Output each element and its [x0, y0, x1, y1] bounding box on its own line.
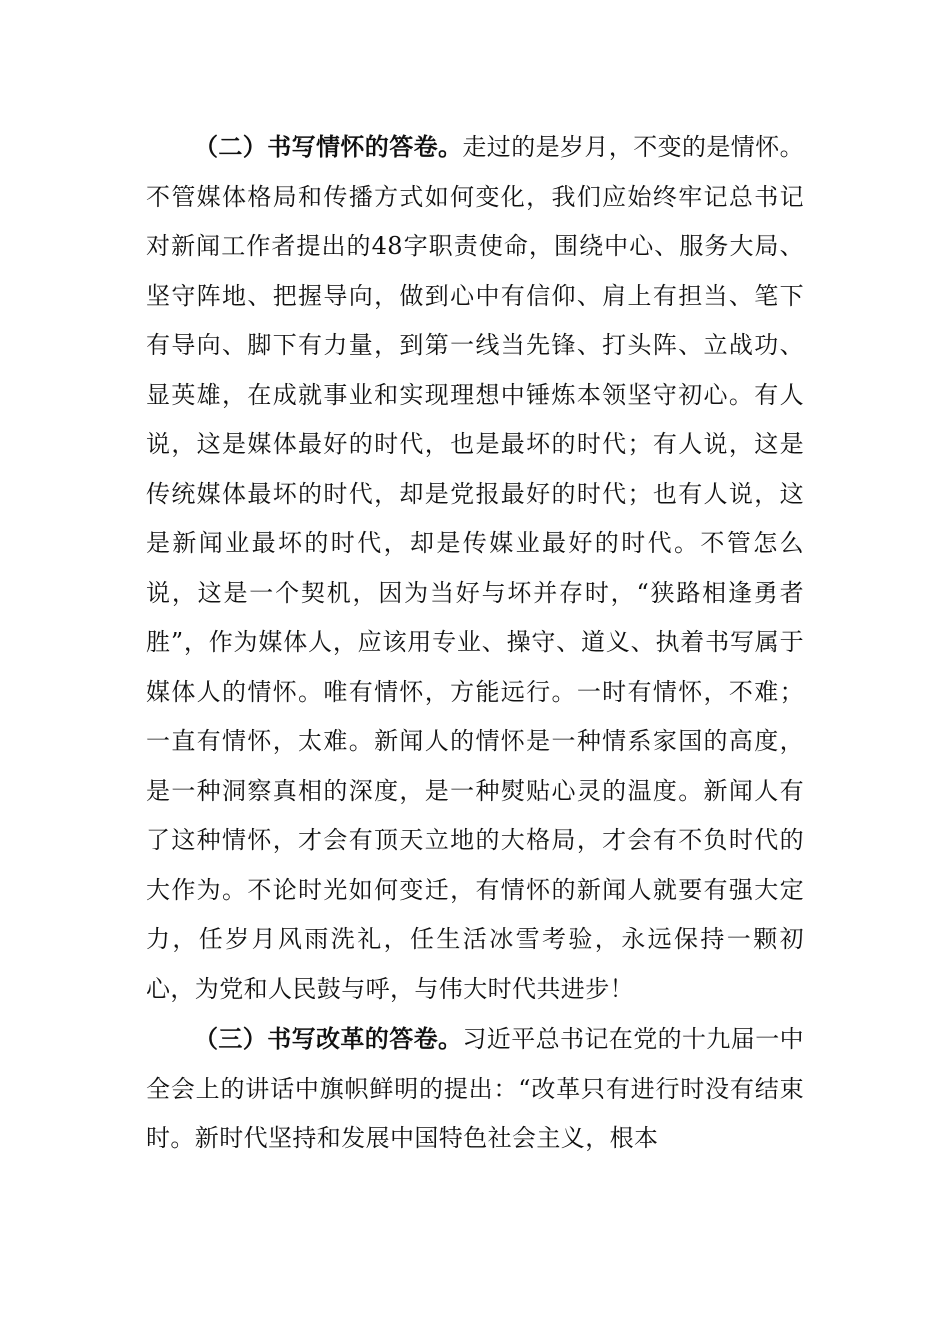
paragraph-3-heading: （三）书写改革的答卷。 — [194, 1024, 463, 1053]
paragraph-2-heading: （二）书写情怀的答卷。 — [194, 132, 463, 161]
paragraph-3-text: 习近平总书记在党的十九届一中全会上的讲话中旗帜鲜明的提出：“改革只有进行时没有结束时。新时代坚持和发展中国特色社会主义，根本 — [146, 1025, 805, 1152]
paragraph-3 — [146, 1014, 804, 1164]
paragraph-2-text: 走过的是岁月，不变的是情怀。不管媒体格局和传播方式如何变化，我们应始终牢记总书记对新闻工作者提出的48字职责使命，围绕中心、服务大局、坚守阵地、把握导向，做到心中有信仰、肩上有担当、笔下有导向、脚下有力量，到第一线当先锋、打头阵、立战功、显英雄，在成就事业和实现理想中锤炼本领坚守初心。有人说，这是媒体最好的时代，也是最坏的时代；有人说，这是传统媒体最坏的时代，却是党报最好的时代；也有人说，这是新闻业最坏的时代，却是传媒业最好的时代。不管怎么说，这是一个契机，因为当好与坏并存时，“狭路相逢勇者胜”，作为媒体人，应该用专业、操守、道义、执着书写属于媒体人的情怀。唯有情怀，方能远行。一时有情怀，不难；一直有情怀，太难。新闻人的情怀是一种情系家国的高度，是一种洞察真相的深度，是一种熨贴心灵的温度。新闻人有了这种情怀，才会有顶天立地的大格局，才会有不负时代的大作为。不论时光如何变迁，有情怀的新闻人就要有强大定力，任岁月风雨洗礼，任生活冰雪考验，永远保持一颗初心，为党和人民鼓与呼，与伟大时代共进步！ — [146, 133, 805, 1003]
document-body — [146, 122, 804, 1164]
paragraph-2 — [146, 122, 804, 1014]
